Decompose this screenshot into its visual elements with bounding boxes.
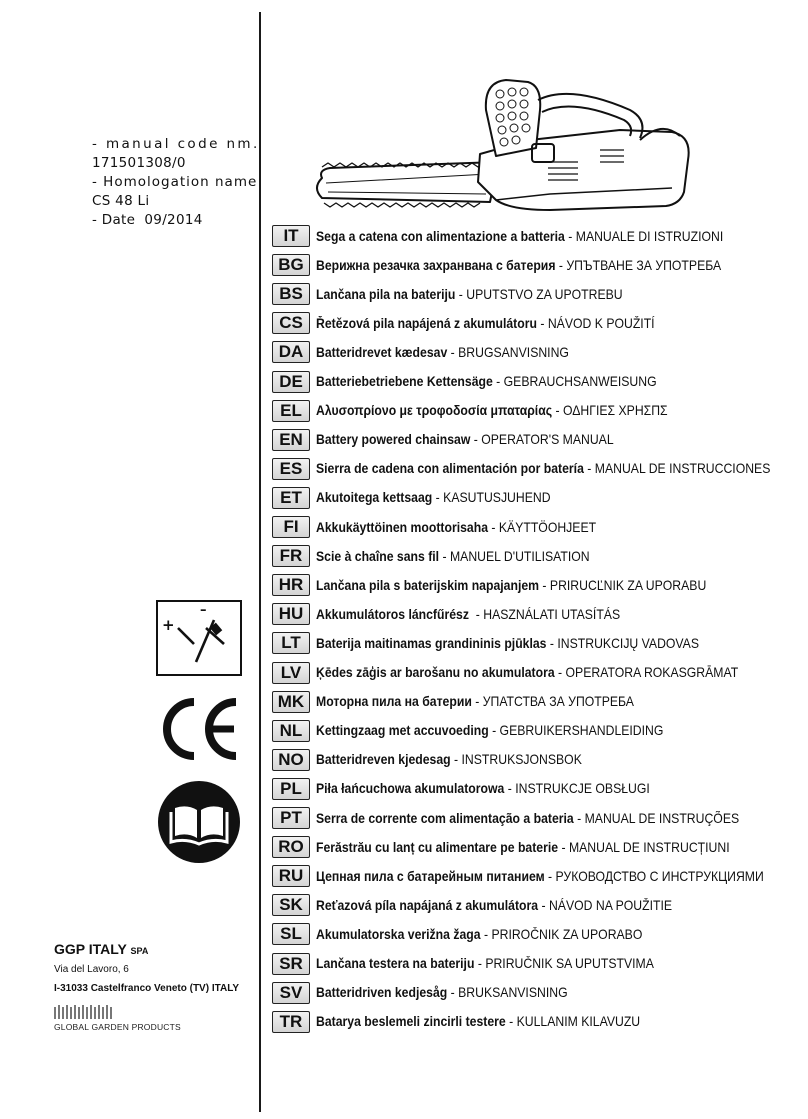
language-separator: - [536, 315, 548, 331]
language-code-badge: PL [272, 778, 310, 800]
language-code-badge: ET [272, 487, 310, 509]
language-title: Batteridreven kjedesag [316, 752, 451, 768]
language-code-badge: BS [272, 283, 310, 305]
language-entry-text [316, 549, 590, 564]
language-entry-text [316, 927, 642, 942]
date-value: 09/2014 [144, 212, 203, 228]
manual-code-label: - manual code nm. [92, 136, 260, 152]
language-entry-text [316, 461, 770, 476]
language-code-badge: IT [272, 225, 310, 247]
language-manual-label: GEBRAUCHSANWEISUNG [503, 374, 657, 389]
language-manual-label: INSTRUKSJONSBOK [461, 752, 582, 768]
date-line [92, 212, 203, 228]
language-entry-text [316, 694, 634, 709]
company-name [54, 941, 148, 957]
language-manual-label: MANUALE DI ISTRUZIONI [575, 228, 724, 244]
battery-plus-sign: + [162, 616, 175, 634]
language-title: Batteridriven kedjesåg [316, 985, 448, 1001]
language-manual-label: NÁVOD NA POUŽITIE [548, 897, 673, 913]
language-manual-label: MANUAL DE INSTRUCCIONES [594, 461, 771, 477]
language-manual-label: MANUAL DE INSTRUÇÕES [584, 810, 740, 826]
language-title: Lančana testera na bateriju [316, 956, 475, 971]
language-title: Akumulatorska verižna žaga [316, 926, 481, 942]
language-separator: - [573, 810, 585, 826]
language-code-badge: SR [272, 953, 310, 975]
language-manual-label: BRUGSANVISNING [458, 344, 569, 360]
language-code-badge: CS [272, 312, 310, 334]
company-address-street: Via del Lavoro, 6 [54, 964, 129, 975]
ce-mark-icon [154, 694, 244, 764]
language-entry-text [316, 578, 706, 593]
language-title: Цепная пила с батарейным питанием [316, 868, 545, 884]
language-manual-label: ΟΔΗΓΙΕΣ ΧΡΗΣΠΣ [562, 403, 668, 419]
language-code-badge: ES [272, 458, 310, 480]
language-title: Моторна пила на батерии [316, 694, 472, 710]
language-entry-text [316, 781, 650, 796]
language-row-de [272, 370, 694, 394]
language-row-sk [272, 893, 712, 917]
language-separator: - [447, 985, 459, 1001]
language-separator: - [474, 956, 486, 971]
language-code-badge: SK [272, 894, 310, 916]
language-row-sr [272, 952, 691, 976]
language-code-badge: LV [272, 662, 310, 684]
language-row-et [272, 486, 577, 510]
language-row-el [272, 399, 707, 423]
homologation-value: CS 48 Li [92, 193, 150, 209]
language-title: Sega a catena con alimentazione a batteria [316, 228, 565, 244]
language-entry-text [316, 432, 614, 447]
language-separator: - [480, 926, 492, 942]
language-code-badge: FI [272, 516, 310, 538]
language-row-es [272, 457, 808, 481]
chainsaw-illustration [300, 70, 700, 230]
language-row-sv [272, 981, 596, 1005]
language-entry-text [316, 869, 764, 884]
read-manual-icon [157, 780, 241, 864]
language-separator: - [546, 635, 558, 651]
language-separator: - [555, 257, 567, 273]
language-entry-text [316, 1014, 640, 1029]
language-code-badge: RU [272, 865, 310, 887]
language-separator: - [487, 519, 499, 535]
battery-minus-sign: – [200, 603, 207, 618]
language-title: Αλυσοπρίονο με τροφοδοσία μπαταρίας [316, 403, 553, 419]
language-entry-text [316, 898, 672, 913]
language-manual-label: MANUEL D'UTILISATION [449, 548, 590, 564]
language-title: Akutoitega kettsaag [316, 490, 433, 506]
manual-code-value: 171501308/0 [92, 155, 186, 171]
language-entry-text [316, 665, 738, 680]
language-code-badge: RO [272, 836, 310, 858]
language-title: Battery powered chainsaw [316, 432, 471, 448]
language-row-bg [272, 253, 766, 277]
language-manual-label: OPERATOR'S MANUAL [481, 432, 614, 448]
company-address-city: I-31033 Castelfranco Veneto (TV) ITALY [54, 983, 240, 994]
language-separator: - [504, 781, 516, 797]
language-code-badge: HU [272, 603, 310, 625]
language-title: Reťazová píla napájaná z akumulátora [316, 897, 539, 913]
language-separator: - [455, 286, 467, 302]
language-code-badge: TR [272, 1011, 310, 1033]
language-code-badge: NO [272, 749, 310, 771]
language-entry-text [316, 287, 623, 302]
language-row-pt [272, 806, 786, 830]
language-code-badge: DA [272, 341, 310, 363]
vertical-divider [259, 12, 261, 1112]
language-row-pl [272, 777, 687, 801]
language-entry-text [316, 752, 582, 767]
language-separator: - [432, 490, 444, 506]
language-title: Lančana pila s baterijskim napajanjem [316, 577, 540, 593]
language-row-hr [272, 573, 750, 597]
language-entry-text [316, 607, 620, 622]
language-row-cs [272, 311, 692, 335]
language-manual-label: УПАТСТВА ЗА УПОТРЕБА [482, 694, 634, 710]
language-title: Batteridrevet kædesav [316, 344, 448, 360]
language-separator: - [564, 228, 576, 244]
language-separator: - [544, 868, 556, 884]
language-manual-label: INSTRUKCJE OBSŁUGI [515, 781, 650, 797]
language-entry-text [316, 956, 654, 971]
language-title: Akkumulátoros láncfűrész [316, 606, 473, 622]
language-code-badge: PT [272, 807, 310, 829]
language-entry-text [316, 316, 655, 331]
language-title: Batarya beslemeli zincirli testere [316, 1014, 506, 1030]
language-separator: - [471, 694, 483, 710]
language-manual-label: PRIROČNIK ZA UPORABO [491, 926, 643, 942]
language-entry-text [316, 723, 663, 738]
language-row-lv [272, 661, 785, 685]
language-title: Kettingzaag met accuvoeding [316, 723, 489, 739]
language-entry-text [316, 374, 657, 389]
language-manual-label: GEBRUIKERSHANDLEIDING [499, 723, 664, 739]
language-manual-label: РУКОВОДСТВО С ИНСТРУКЦИЯМИ [555, 868, 764, 884]
language-entry-text [316, 811, 739, 826]
language-row-sl [272, 922, 679, 946]
language-title: Sierra de cadena con alimentación por batería [316, 461, 584, 477]
language-entry-text [316, 636, 699, 651]
language-code-badge: SL [272, 923, 310, 945]
language-separator: - [538, 897, 549, 913]
language-entry-text [316, 258, 721, 273]
language-entry-text [316, 520, 596, 535]
language-title: Batteriebetriebene Kettensäge [316, 374, 493, 389]
company-name-text: GGP ITALY [54, 941, 127, 957]
language-manual-label: NÁVOD K POUŽITÍ [547, 315, 655, 331]
language-title: Akkukäyttöinen moottorisaha [316, 519, 488, 535]
language-separator: - [583, 461, 595, 477]
language-code-badge: NL [272, 720, 310, 742]
language-row-it [272, 224, 769, 248]
language-manual-label: HASZNÁLATI UTASÍTÁS [483, 606, 621, 622]
language-entry-text [316, 229, 723, 244]
language-entry-text [316, 345, 569, 360]
language-code-badge: EN [272, 429, 310, 451]
ggp-logo-icon [54, 1005, 126, 1019]
language-manual-label: PRIRUČNIK SA UPUTSTVIMA [485, 956, 654, 971]
language-manual-label: BRUKSANVISNING [458, 985, 568, 1001]
language-manual-label: OPERATORA ROKASGRĀMAT [565, 665, 739, 680]
language-code-badge: SV [272, 982, 310, 1004]
language-manual-label: INSTRUKCIJŲ VADOVAS [557, 635, 700, 651]
language-title: Piła łańcuchowa akumulatorowa [316, 781, 505, 797]
homologation-label: - Homologation name [92, 174, 258, 190]
language-manual-label: УПЪТВАНЕ ЗА УПОТРЕБА [566, 257, 722, 273]
language-row-hu [272, 602, 654, 626]
language-title: Scie à chaîne sans fil [316, 548, 440, 564]
language-separator: - [450, 752, 462, 768]
language-code-badge: HR [272, 574, 310, 596]
language-title: Ferăstrău cu lanț cu alimentare pe baterie [316, 839, 559, 855]
company-tagline: GLOBAL GARDEN PRODUCTS [54, 1022, 181, 1032]
language-manual-label: PRIRUCĽNIK ZA UPORABU [549, 577, 707, 593]
battery-symbol-icon [156, 600, 242, 676]
language-manual-label: KASUTUSJUHEND [443, 490, 551, 506]
language-entry-text [316, 840, 730, 855]
language-row-fr [272, 544, 620, 568]
language-title: Lančana pila na bateriju [316, 286, 456, 302]
language-separator: - [554, 665, 566, 680]
language-row-no [272, 748, 611, 772]
language-row-lt [272, 631, 742, 655]
language-separator: - [492, 374, 504, 389]
language-separator: - [447, 344, 459, 360]
language-row-da [272, 340, 597, 364]
language-entry-text [316, 490, 551, 505]
language-code-badge: MK [272, 691, 310, 713]
language-code-badge: EL [272, 400, 310, 422]
language-row-bs [272, 282, 657, 306]
language-row-nl [272, 719, 702, 743]
language-row-fi [272, 515, 627, 539]
language-row-tr [272, 1010, 676, 1034]
language-title: Baterija maitinamas grandininis pjūklas [316, 635, 547, 651]
language-separator: - [558, 839, 569, 855]
language-title: Ķēdes zāģis ar barošanu no akumulatora [316, 665, 555, 680]
company-suffix: SPA [130, 946, 149, 956]
language-row-en [272, 428, 647, 452]
language-row-mk [272, 690, 669, 714]
language-separator: - [552, 403, 563, 419]
language-separator: - [439, 548, 450, 564]
language-entry-text [316, 985, 568, 1000]
language-separator: - [488, 723, 500, 739]
language-manual-label: UPUTSTVO ZA UPOTREBU [466, 286, 623, 302]
language-code-badge: FR [272, 545, 310, 567]
language-row-ru [272, 864, 808, 888]
language-row-ro [272, 835, 776, 859]
language-title: Serra de corrente com alimentação a bateria [316, 810, 574, 826]
language-code-badge: LT [272, 632, 310, 654]
date-label: - Date [92, 212, 136, 228]
language-separator: - [505, 1014, 517, 1030]
language-separator: - [472, 606, 484, 622]
language-separator: - [539, 577, 550, 593]
language-code-badge: DE [272, 371, 310, 393]
language-separator: - [470, 432, 482, 448]
language-title: Řetězová pila napájená z akumulátoru [316, 315, 537, 331]
language-manual-label: KÄYTTÖOHJEET [498, 519, 597, 535]
language-manual-label: KULLANIM KILAVUZU [516, 1014, 641, 1030]
language-entry-text [316, 403, 668, 418]
language-code-badge: BG [272, 254, 310, 276]
language-manual-label: MANUAL DE INSTRUCȚIUNI [568, 839, 730, 855]
language-title: Верижна резачка захранвана с батерия [316, 257, 556, 273]
